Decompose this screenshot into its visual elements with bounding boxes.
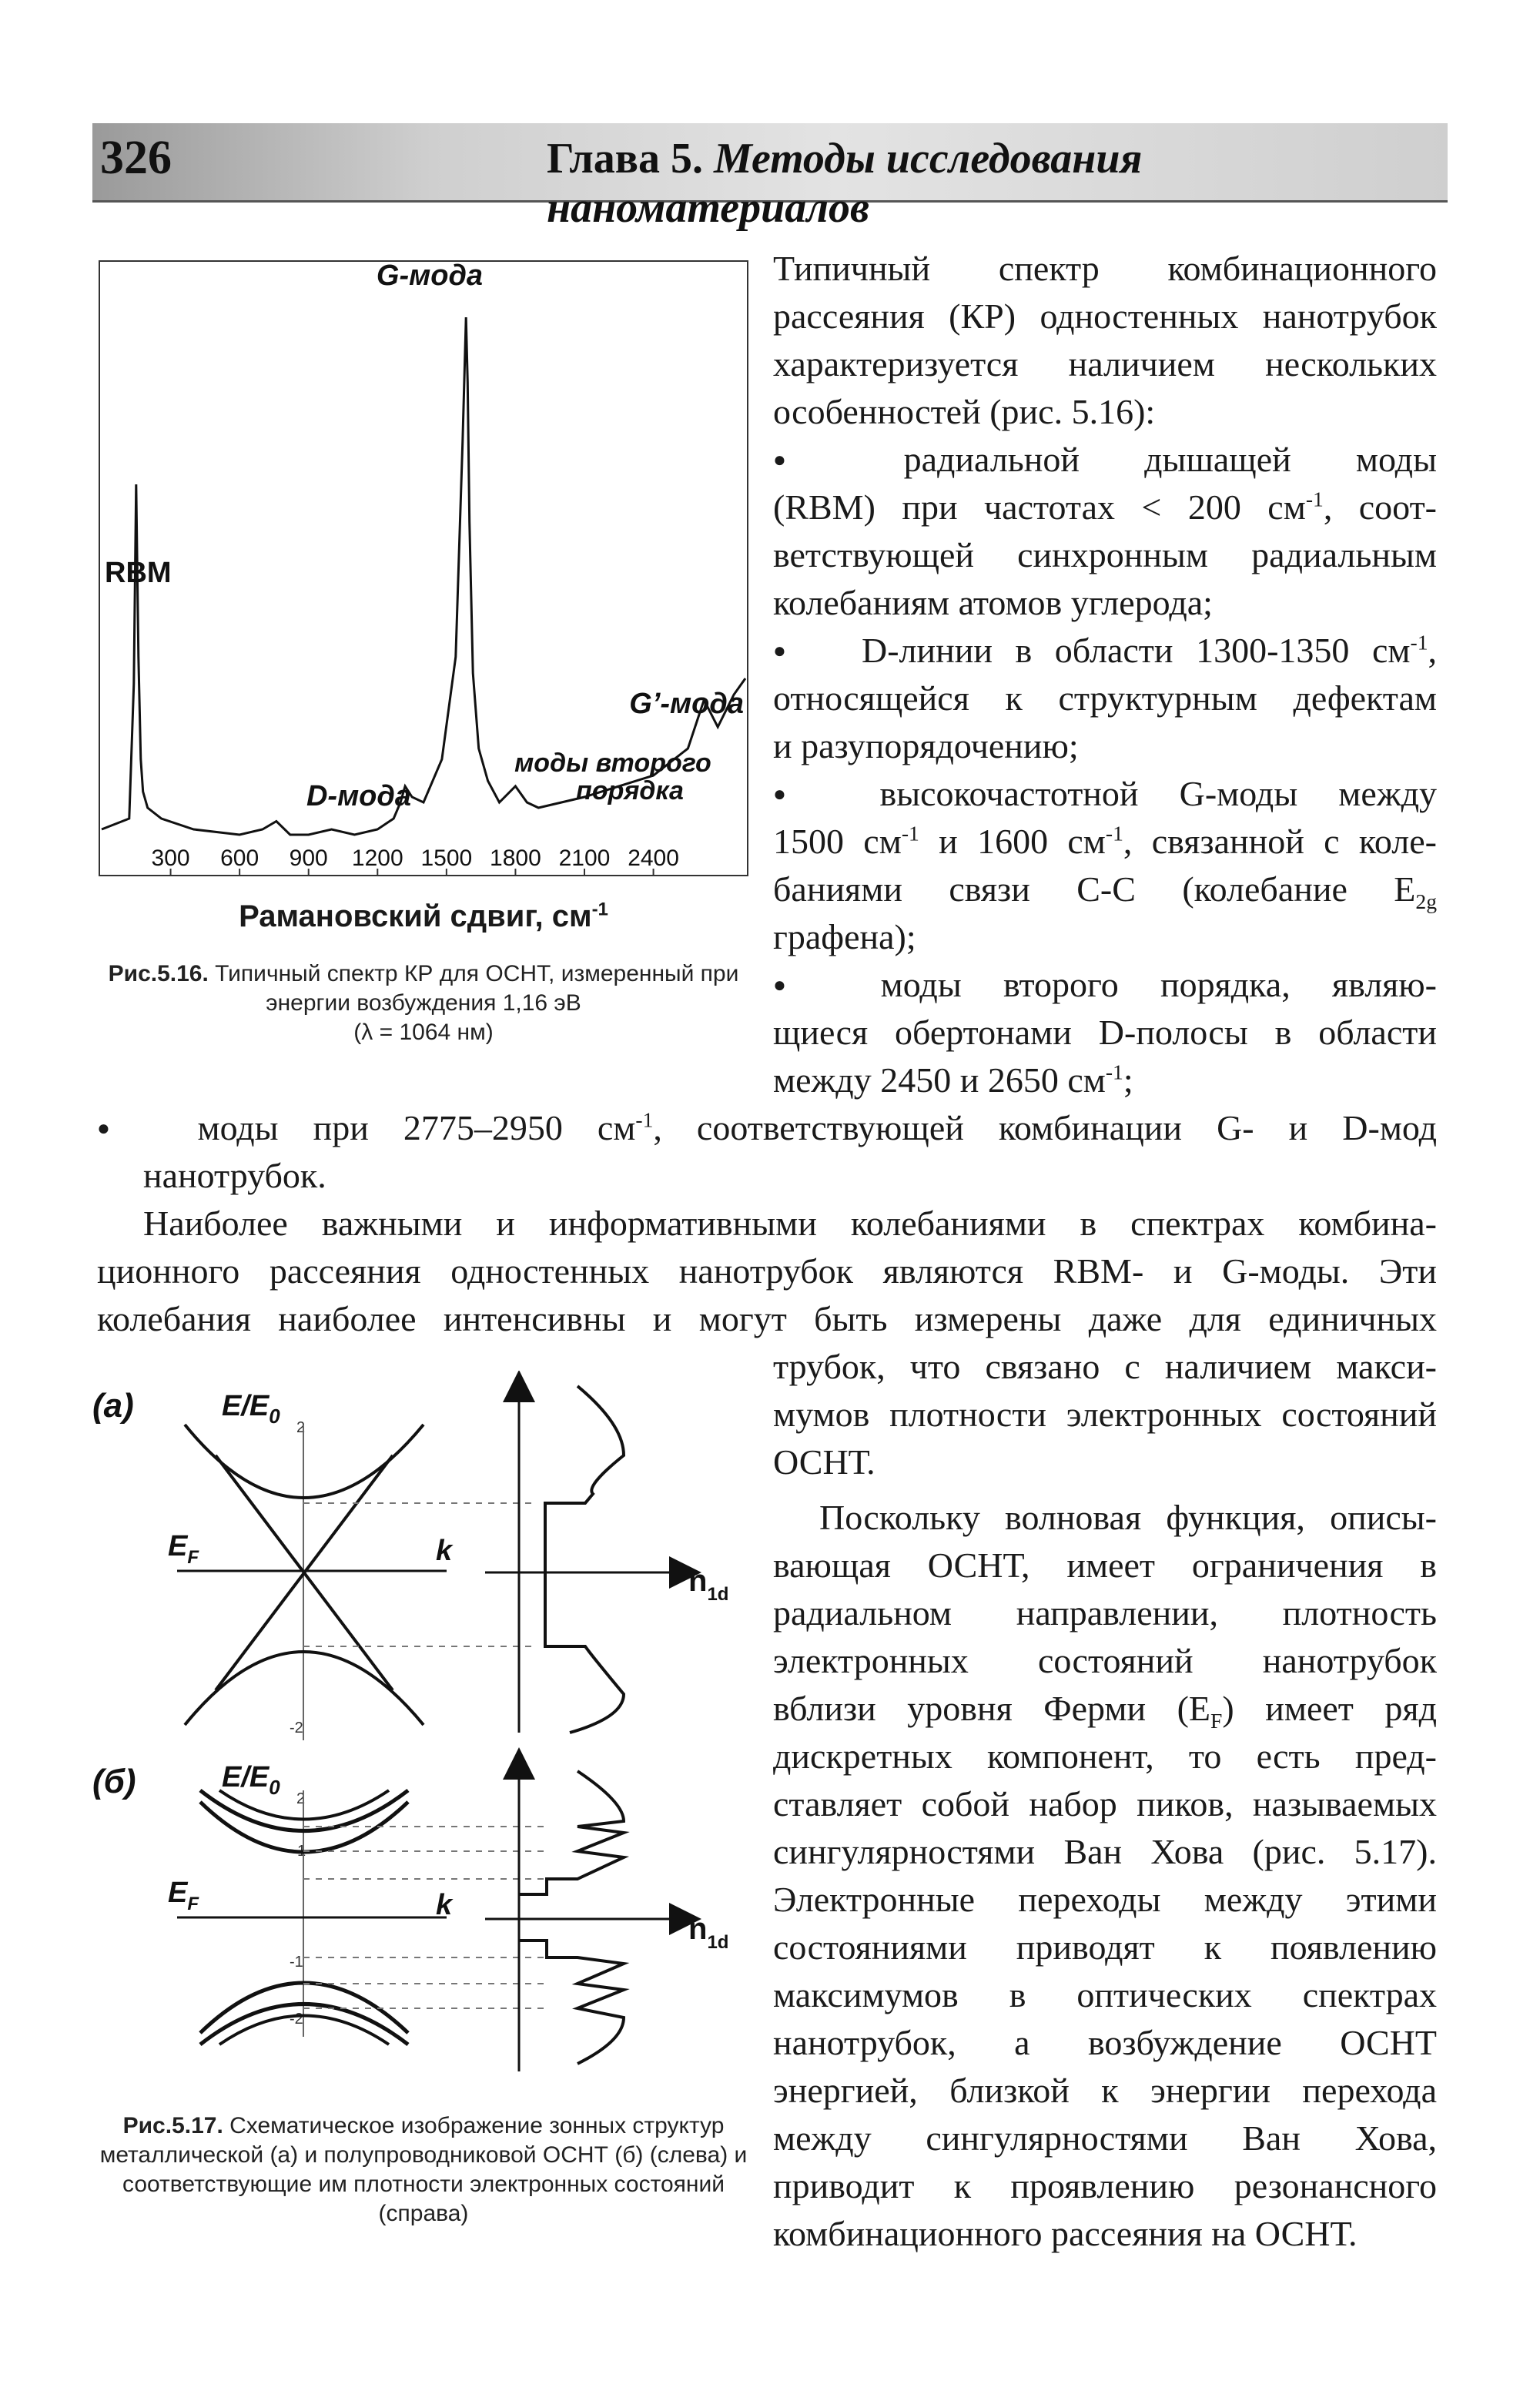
annotation-d-mode: D-мода [306, 780, 412, 812]
bullet-text: ; [1123, 1060, 1133, 1100]
fermi-label-a [168, 1530, 199, 1568]
paragraph2-text: ) имеет ряд [1222, 1689, 1437, 1728]
paragraph2-line: Электронные переходы между этими [773, 1880, 1437, 1919]
dos-label-b [688, 1912, 728, 1953]
paragraph1-line: колебания наиболее интенсивны и могут быть измерены даже для единичных [97, 1299, 1437, 1338]
chapter-title [547, 134, 1448, 233]
figure1-caption [92, 959, 755, 1047]
intro-line: характеризуется наличием нескольких [773, 344, 1437, 383]
paragraph2-line: радиальном направлении, плотность [773, 1593, 1437, 1633]
bullet-rbm-line [773, 436, 1437, 484]
paragraph2-sub: F [1210, 1709, 1223, 1733]
band-structure-diagram [85, 1371, 747, 2095]
bullet-text: , связанной с коле- [1123, 822, 1437, 861]
metallic-dos [485, 1386, 685, 1733]
figure1-caption-label: Рис.5.16. [108, 961, 209, 986]
chapter-prefix: Глава 5. [547, 135, 703, 183]
paragraph2-line: ставляет собой набор пиков, называемых [773, 1784, 1437, 1823]
bullet-text: , [1428, 631, 1437, 670]
x-axis-label [99, 899, 748, 934]
bullet-d-line [773, 627, 1437, 675]
page-header [92, 123, 1448, 232]
tick-a-bottom: -2 [290, 1720, 303, 1736]
paragraph2-line: энергией, близкой к энергии перехода [773, 2071, 1437, 2110]
x-tick-label: 300 [151, 846, 190, 871]
raman-spectrum-chart [99, 260, 748, 876]
paragraph1-line: ОСНТ. [773, 1442, 875, 1482]
bullet-text: (RBM) при частотах < 200 см [773, 487, 1306, 527]
intro-line: рассеяния (КР) одностенных нанотрубок [773, 296, 1437, 336]
tick-b-minus2: -2 [290, 2011, 303, 2028]
tick-a-top: 2 [296, 1419, 306, 1436]
bullet-sup: -1 [1105, 821, 1123, 846]
bullet-d-line: и разупорядочению; [773, 726, 1079, 765]
x-tick-label: 1200 [351, 846, 403, 871]
annotation-g-prime-mode: G’-мода [629, 688, 744, 720]
bullet-rbm-line: ветствующей синхронным радиальным [773, 535, 1437, 574]
annotation-second-order-1: моды второго [514, 748, 711, 778]
paragraph1-line: мумов плотности электронных состояний [773, 1395, 1437, 1434]
dos-label-sub: 1d [707, 1932, 729, 1953]
bullet-text: между 2450 и 2650 см [773, 1060, 1106, 1100]
intro-line: особенностей (рис. 5.16): [773, 392, 1156, 431]
dos-curve-b-upper [519, 1771, 624, 1894]
figure1-caption-wavelength: (λ = 1064 нм) [353, 1020, 494, 1045]
bullet-sup: -1 [1305, 487, 1324, 511]
k-label-b: k [436, 1889, 453, 1921]
bullet-text: моды при 2775–2950 см [197, 1108, 636, 1147]
bullet-combination-line: нанотрубок. [143, 1156, 326, 1195]
bullet-g-line [773, 866, 1437, 913]
bullet-sub: 2g [1415, 889, 1437, 914]
bullet-text: D-линии в области 1300-1350 см [861, 631, 1411, 670]
energy-axis-label-a [222, 1390, 280, 1428]
x-axis-label-sup: -1 [591, 899, 608, 920]
tick-b-minus1: -1 [290, 1954, 303, 1971]
paragraph2-line: Поскольку волновая функция, описы- [819, 1498, 1437, 1537]
x-axis-label-text: Рамановский сдвиг, см [239, 899, 592, 933]
annotation-g-mode: G-мода [376, 260, 484, 292]
page-number: 326 [100, 132, 172, 184]
chapter-name: Методы исследования наноматериалов [547, 135, 1143, 232]
paragraph2-line: максимумов в оптических спектрах [773, 1975, 1437, 2014]
semiconducting-band-structure [177, 1790, 547, 2044]
dos-label-sub: 1d [707, 1584, 729, 1605]
fermi-label-text: E [168, 1877, 188, 1909]
paragraph2-line: состояниями приводят к появлению [773, 1927, 1437, 1967]
paragraph2-line [773, 1685, 1437, 1733]
bullet-second-order-line: ● моды второго порядка, являю- [773, 961, 1437, 1010]
energy-label-text: E/E [222, 1761, 270, 1793]
paragraph2-line: электронных состояний нанотрубок [773, 1641, 1437, 1680]
paragraph2-line: дискретных компонент, то есть пред- [773, 1736, 1437, 1776]
panel-a-label: (а) [92, 1387, 134, 1425]
energy-axis-label-b [222, 1761, 280, 1799]
dos-curve-b-lower [519, 1941, 624, 2064]
bullet-text: баниями связи С-С (колебание E [773, 869, 1416, 909]
dos-label-text: n [688, 1912, 708, 1946]
figure1-caption-text: Типичный спектр КР для ОСНТ, измеренный при энергии возбуждения 1,16 эВ [215, 961, 739, 1016]
x-tick-label: 1800 [490, 846, 541, 871]
bullet-text: радиальной дышащей моды [903, 440, 1437, 479]
x-tick-label: 600 [220, 846, 259, 871]
bullet-sup: -1 [1410, 630, 1428, 655]
k-label-a: k [436, 1535, 453, 1567]
figure2-caption-text: Схематическое изображение зонных структур металлической (а) и полупроводниковой ОСНТ (б) (слева) и соответствующие им плотности электронных состояний (справа) [99, 2113, 748, 2226]
bullet-g-line [773, 818, 1437, 866]
intro-line: Типичный спектр комбинационного [773, 249, 1437, 288]
annotation-rbm: RBM [105, 557, 172, 589]
bullet-g-line: графена); [773, 917, 916, 956]
fermi-label-text: E [168, 1530, 188, 1562]
paragraph2-line: приводит к проявлению резонансного [773, 2166, 1437, 2205]
energy-label-text: E/E [222, 1390, 270, 1422]
x-tick-label: 2400 [628, 846, 679, 871]
energy-label-sub: 0 [269, 1776, 280, 1799]
dos-label-a [688, 1564, 728, 1605]
bullet-g-line: ● высокочастотной G-моды между [773, 770, 1437, 819]
fermi-label-sub: F [187, 1894, 199, 1914]
semiconducting-dos [485, 1763, 685, 2071]
fermi-label-b [168, 1877, 199, 1914]
bullet-second-order-line: щиеся обертонами D-полосы в области [773, 1013, 1437, 1052]
tick-b-1: 1 [297, 1843, 306, 1860]
paragraph2-line: комбинационного рассеяния на ОСНТ. [773, 2214, 1358, 2253]
annotation-second-order-2: порядка [576, 776, 684, 805]
paragraph1-line: трубок, что связано с наличием макси- [773, 1347, 1437, 1386]
paragraph2-line: нанотрубок, а возбуждение ОСНТ [773, 2023, 1437, 2062]
panel-b-label: (б) [92, 1763, 136, 1800]
bullet-rbm-line: колебаниям атомов углерода; [773, 583, 1213, 622]
paragraph2-line: сингулярностями Ван Хова (рис. 5.17). [773, 1832, 1437, 1871]
paragraph1-line: Наиболее важными и информативными колебаниями в спектрах комбина- [143, 1204, 1437, 1243]
energy-label-sub: 0 [269, 1405, 280, 1428]
dos-curve-a [545, 1386, 624, 1733]
bullet-sup: -1 [1105, 1060, 1123, 1084]
dos-label-text: n [688, 1564, 708, 1598]
paragraph2-line: вающая ОСНТ, имеет ограничения в [773, 1545, 1437, 1585]
bullet-second-order-line [773, 1057, 1437, 1104]
bullet-combination-line [97, 1104, 1437, 1153]
bullet-rbm-line [773, 484, 1437, 531]
tick-b-2: 2 [296, 1790, 306, 1807]
paragraph1-line: ционного рассеяния одностенных нанотрубок являются RBM- и G-моды. Эти [97, 1251, 1437, 1291]
fermi-label-sub: F [187, 1547, 199, 1568]
paragraph2-line: между сингулярностями Ван Хова, [773, 2118, 1437, 2158]
bullet-sup: -1 [635, 1107, 654, 1132]
bullet-d-line: относящейся к структурным дефектам [773, 678, 1437, 718]
bullet-sup: -1 [901, 821, 919, 846]
x-tick-label: 900 [289, 846, 328, 871]
x-tick-labels [152, 846, 679, 871]
bullet-text: 1500 см [773, 822, 902, 861]
metallic-band-structure [177, 1425, 531, 1740]
x-tick-label: 1500 [420, 846, 473, 871]
x-tick-label: 2100 [558, 846, 611, 871]
figure2-caption-label: Рис.5.17. [122, 2113, 223, 2138]
bullet-text: и 1600 см [919, 822, 1106, 861]
figure2-caption [85, 2111, 762, 2229]
bullet-text: , соот- [1323, 487, 1437, 527]
bullet-text: , соответствующей комбинации G- и D-мод [653, 1108, 1438, 1147]
paragraph2-text: вблизи уровня Ферми (E [773, 1689, 1211, 1728]
